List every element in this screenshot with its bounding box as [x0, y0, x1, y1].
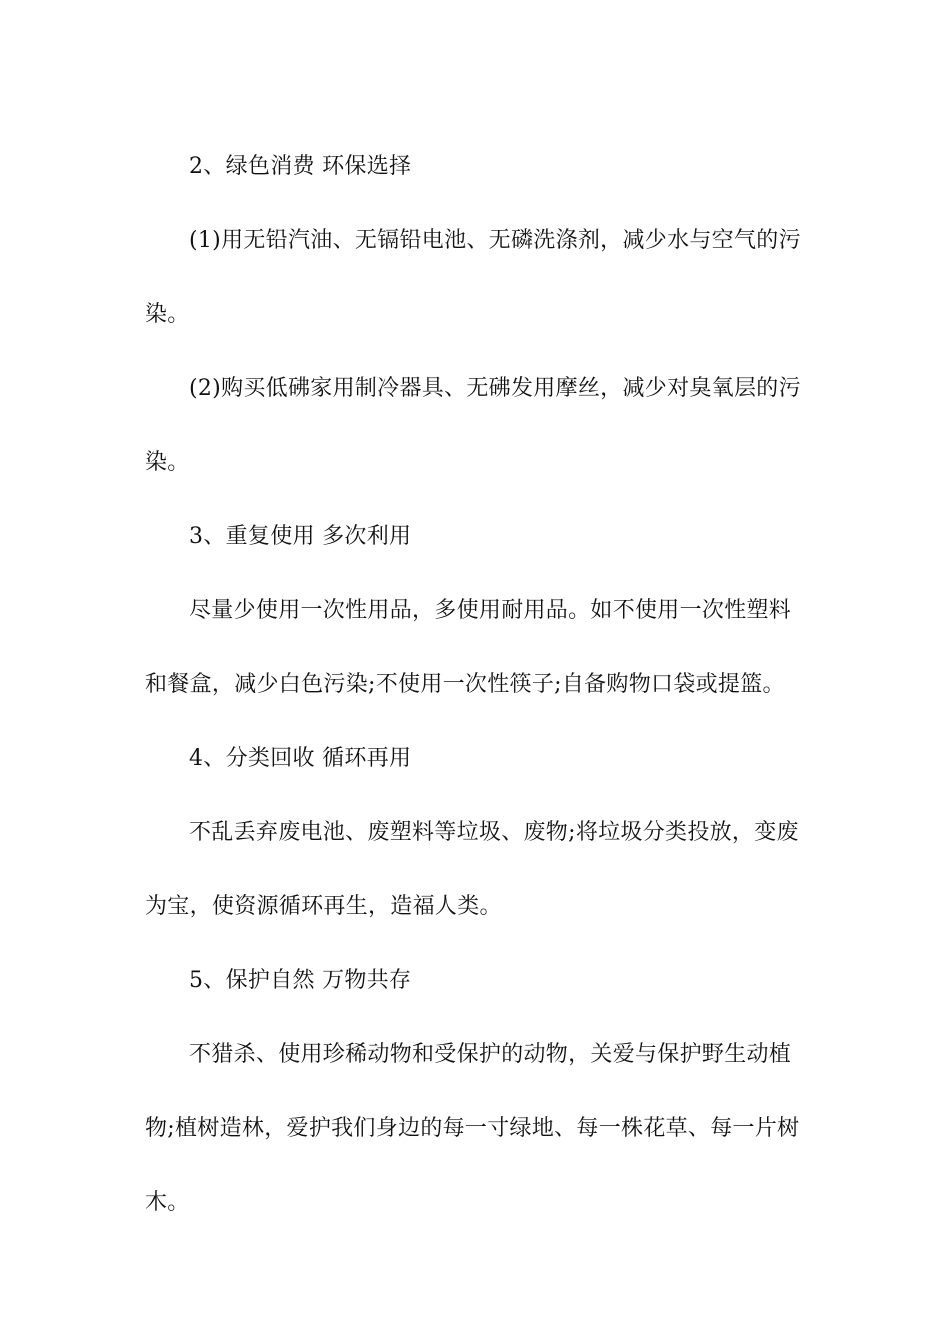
section-heading-3: 3、重复使用 多次利用: [189, 524, 412, 549]
section-heading-4: 4、分类回收 循环再用: [189, 746, 412, 771]
paragraph: (1)用无铅汽油、无镉铅电池、无磷洗涤剂，减少水与空气的污染。: [145, 228, 801, 327]
document-body: [145, 130, 809, 1240]
section-heading-2: 2、绿色消费 环保选择: [189, 154, 412, 179]
paragraph: (2)购买低砩家用制冷器具、无砩发用摩丝，减少对臭氧层的污染。: [145, 376, 801, 475]
paragraph: 尽量少使用一次性用品，多使用耐用品。如不使用一次性塑料和餐盒，减少白色污染;不使用一次性筷子;自备购物口袋或提篮。: [145, 598, 792, 697]
paragraph: 不乱丢弃废电池、废塑料等垃圾、废物;将垃圾分类投放，变废为宝，使资源循环再生，造福人类。: [145, 820, 799, 919]
paragraph: 不猎杀、使用珍稀动物和受保护的动物，关爱与保护野生动植物;植树造林，爱护我们身边的每一寸绿地、每一株花草、每一片树木。: [145, 1042, 800, 1215]
section-heading-5: 5、保护自然 万物共存: [189, 968, 412, 993]
